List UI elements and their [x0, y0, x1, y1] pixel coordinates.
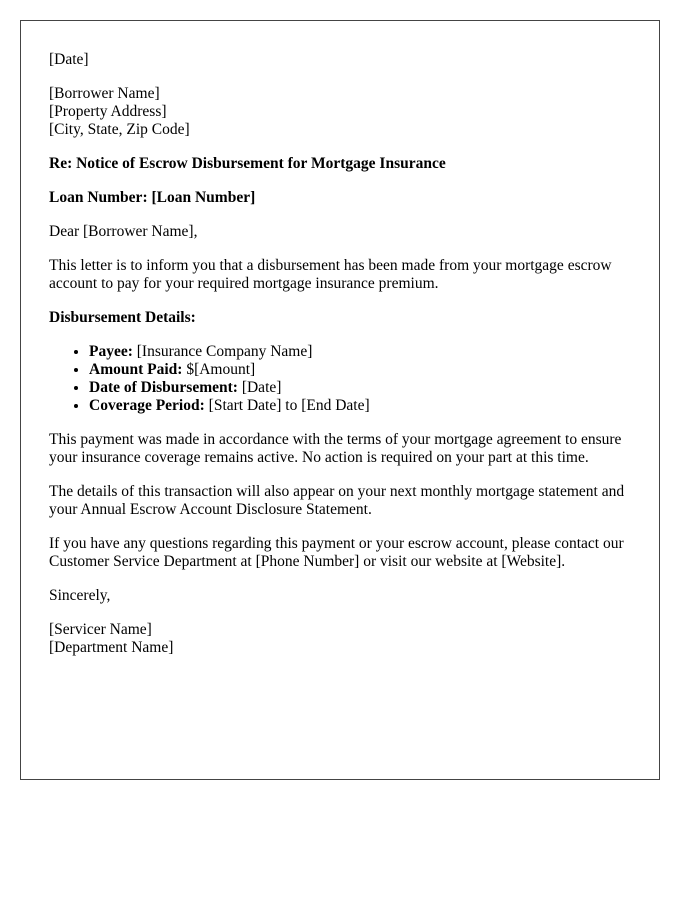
recipient-address-block [49, 85, 631, 139]
loan-number: Loan Number: [Loan Number] [49, 189, 256, 206]
letter-page [20, 20, 660, 780]
statement-paragraph: The details of this transaction will also appear on your next monthly mortgage statement and your Annual Escrow Account Disclosure Statement. [49, 483, 625, 518]
detail-item-amount-paid [89, 361, 631, 379]
closing: Sincerely, [49, 587, 111, 604]
recipient-address: [Property Address] [49, 103, 167, 120]
detail-item-date-of-disbursement [89, 379, 631, 397]
salutation: Dear [Borrower Name], [49, 223, 198, 240]
detail-item-payee [89, 343, 631, 361]
detail-item-coverage-period [89, 397, 631, 415]
detail-label: Payee: [89, 343, 133, 360]
subject-line: Re: Notice of Escrow Disbursement for Mortgage Insurance [49, 155, 446, 172]
detail-label: Coverage Period: [89, 397, 205, 414]
signature-block [49, 621, 631, 657]
detail-label: Date of Disbursement: [89, 379, 238, 396]
detail-value: [Date] [241, 379, 282, 396]
date-text: [Date] [49, 51, 89, 68]
terms-paragraph: This payment was made in accordance with the terms of your mortgage agreement to ensure your insurance coverage remains active. No action is required on your part at this time. [49, 431, 622, 466]
servicer-name: [Servicer Name] [49, 621, 152, 638]
detail-label: Amount Paid: [89, 361, 183, 378]
detail-value: $[Amount] [186, 361, 256, 378]
details-heading: Disbursement Details: [49, 309, 196, 326]
disbursement-details-list [49, 343, 631, 415]
intro-paragraph: This letter is to inform you that a disbursement has been made from your mortgage escrow account to pay for your required mortgage insurance premium. [49, 257, 612, 292]
detail-value: [Start Date] to [End Date] [208, 397, 370, 414]
recipient-name: [Borrower Name] [49, 85, 160, 102]
recipient-city-state-zip: [City, State, Zip Code] [49, 121, 190, 138]
contact-paragraph: If you have any questions regarding this payment or your escrow account, please contact our Customer Service Department at [Phone Number] or visit our website at [Website]. [49, 535, 624, 570]
department-name: [Department Name] [49, 639, 174, 656]
letter-date [49, 51, 631, 69]
detail-value: [Insurance Company Name] [136, 343, 313, 360]
